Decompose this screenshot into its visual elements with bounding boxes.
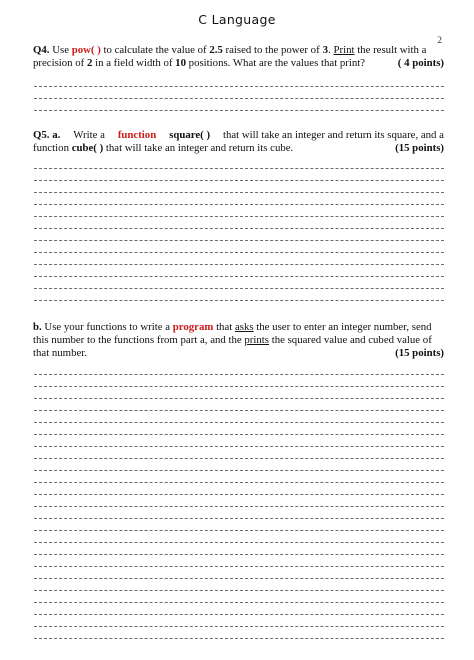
answer-line bbox=[34, 482, 444, 483]
answer-line bbox=[34, 470, 444, 471]
answer-line bbox=[34, 506, 444, 507]
q4-text: precision of bbox=[33, 57, 85, 69]
answer-line bbox=[34, 386, 444, 387]
answer-line bbox=[34, 86, 444, 87]
question-5a bbox=[33, 129, 444, 155]
answer-line bbox=[34, 626, 444, 627]
answer-line bbox=[34, 168, 444, 169]
q4-print-word: Print bbox=[333, 44, 355, 56]
q5b-text: that number. bbox=[33, 347, 87, 359]
q5a-function-word: function bbox=[117, 129, 157, 141]
q4-points: ( 4 points) bbox=[397, 57, 444, 69]
page-number: 2 bbox=[437, 36, 442, 46]
q5a-text: Write a bbox=[73, 129, 105, 141]
answer-line bbox=[34, 276, 444, 277]
q5b-text: the squared value and cubed value of bbox=[271, 334, 432, 346]
answer-line bbox=[34, 518, 444, 519]
q5a-function-cube: cube( ) bbox=[71, 142, 104, 154]
q4-text: the result with a bbox=[357, 44, 427, 56]
answer-line bbox=[34, 110, 444, 111]
q4-value-base: 2.5 bbox=[209, 44, 223, 56]
answer-line bbox=[34, 422, 444, 423]
question-5b bbox=[33, 321, 444, 360]
answer-line bbox=[34, 542, 444, 543]
q5a-text: that will take an integer and return its cube. bbox=[105, 142, 294, 154]
q4-text: in a field width of bbox=[95, 57, 173, 69]
q5b-points: (15 points) bbox=[395, 347, 444, 359]
answer-line bbox=[34, 578, 444, 579]
answer-line bbox=[34, 602, 444, 603]
q5a-text: that will take an integer and return its square, and a bbox=[222, 129, 444, 141]
answer-line bbox=[34, 458, 444, 459]
answer-line bbox=[34, 590, 444, 591]
answer-line bbox=[34, 300, 444, 301]
q4-text: positions. What are the values that print? bbox=[188, 57, 366, 69]
q4-label: Q4. bbox=[33, 44, 50, 56]
q5b-text: the user to enter an integer number, send bbox=[256, 321, 432, 333]
q4-value-width: 10 bbox=[175, 57, 186, 69]
answer-line bbox=[34, 530, 444, 531]
answer-line bbox=[34, 216, 444, 217]
q5b-text: that bbox=[216, 321, 233, 333]
q5b-text: this number to the functions from part a, and the bbox=[33, 334, 242, 346]
answer-line bbox=[34, 98, 444, 99]
q4-value-precision: 2 bbox=[86, 57, 93, 69]
q5b-text: Use your functions to write a bbox=[44, 321, 171, 333]
q5b-label: b. bbox=[33, 321, 42, 333]
q4-function-name: pow( ) bbox=[71, 44, 101, 56]
answer-line bbox=[34, 566, 444, 567]
q5a-label: Q5. a. bbox=[33, 129, 61, 141]
q4-text: raised to the power of bbox=[225, 44, 320, 56]
answer-line bbox=[34, 180, 444, 181]
answer-line bbox=[34, 410, 444, 411]
answer-line bbox=[34, 192, 444, 193]
q5b-prints-word: prints bbox=[244, 334, 269, 346]
answer-line bbox=[34, 204, 444, 205]
answer-line bbox=[34, 446, 444, 447]
answer-line bbox=[34, 638, 444, 639]
answer-line bbox=[34, 240, 444, 241]
answer-line bbox=[34, 398, 444, 399]
q4-text: Use bbox=[52, 44, 69, 56]
answer-line bbox=[34, 288, 444, 289]
q5a-function-square: square( ) bbox=[169, 129, 211, 141]
answer-line bbox=[34, 494, 444, 495]
q4-text: to calculate the value of bbox=[103, 44, 207, 56]
answer-line bbox=[34, 434, 444, 435]
answer-line bbox=[34, 614, 444, 615]
q5b-program-word: program bbox=[172, 321, 214, 333]
page-title: C Language bbox=[198, 12, 276, 27]
answer-line bbox=[34, 228, 444, 229]
q5b-asks-word: asks bbox=[234, 321, 254, 333]
q4-value-exponent: 3 bbox=[322, 44, 329, 56]
answer-line bbox=[34, 554, 444, 555]
answer-line bbox=[34, 264, 444, 265]
answer-line bbox=[34, 374, 444, 375]
q5a-points: (15 points) bbox=[395, 142, 444, 154]
answer-line bbox=[34, 252, 444, 253]
question-4 bbox=[33, 44, 444, 70]
q5a-text: function bbox=[33, 142, 69, 154]
q4-text: . bbox=[328, 44, 331, 56]
